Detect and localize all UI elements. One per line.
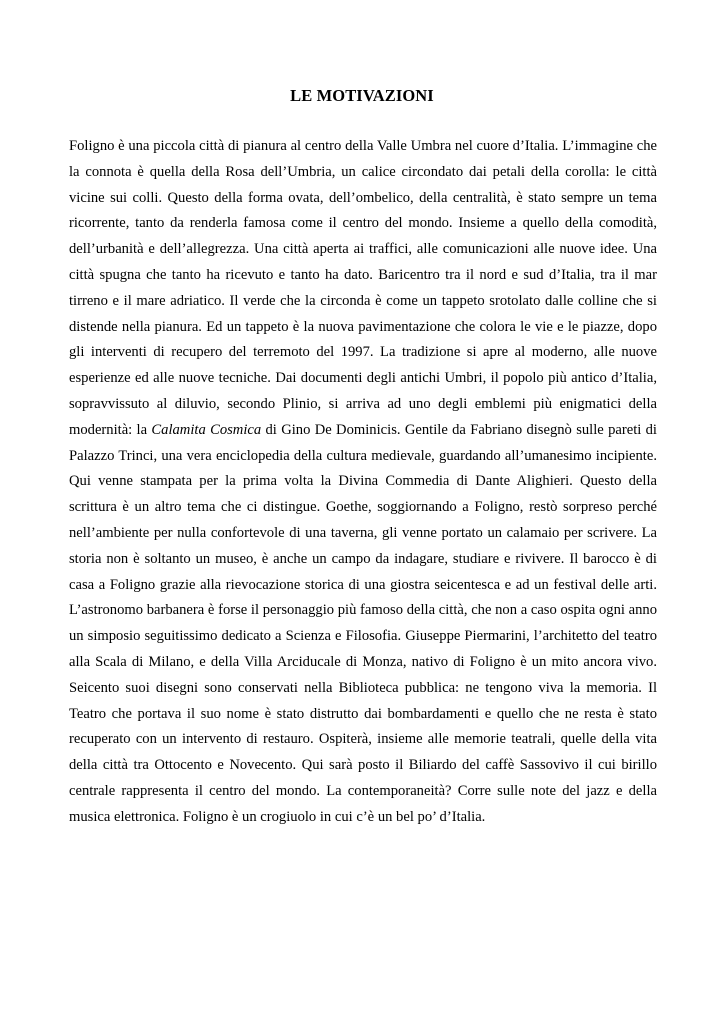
paragraph-text-part-1: Foligno è una piccola città di pianura al centro della Valle Umbra nel cuore d’Italia. L’immagine che la connota è quella della Rosa dell’Umbria, un calice circondato dai petali della corolla: le città vicine sui colli. Questo della forma ovata, dell’ombelico, della centralità, è stato sempre un tema ricorrente, tanto da renderla famosa come il centro del mondo. Insieme a quello della comodità, dell’urbanità e dell’allegrezza. Una città aperta ai traffici, alle comunicazioni alle nuove idee. Una città spugna che tanto ha ricevuto e tanto ha dato. Baricentro tra il nord e sud d’Italia, tra il mar tirreno e il mare adriatico. Il verde che la circonda è come un tappeto srotolato dalle colline che si distende nella pianura. Ed un tappeto è la nuova pavimentazione che colora le vie e le piazze, dopo gli interventi di recupero del terremoto del 1997. La tradizione si apre al moderno, alle nuove esperienze ed alle nuove tecniche. Dai documenti degli antichi Umbri, il popolo più antico d’Italia, sopravvissuto al diluvio, secondo Plinio, si arriva ad uno degli emblemi più enigmatici della modernità: la <box>69 138 657 438</box>
italic-artwork-title: Calamita Cosmica <box>151 421 262 438</box>
page-title: LE MOTIVAZIONI <box>290 86 434 105</box>
paragraph-text-part-2: di Gino De Dominicis. Gentile da Fabriano disegnò sulle pareti di Palazzo Trinci, una vera enciclopedia della cultura medievale, guardando all’umanesimo incipiente. Qui venne stampata per la prima volta la Divina Commedia di Dante Alighieri. Questo della scrittura è un altro tema che ci distingue. Goethe, soggiornando a Foligno, restò sorpreso perché nell’ambiente per nulla confortevole di una taverna, gli venne portato un calamaio per scrivere. La storia non è soltanto un museo, è anche un campo da indagare, studiare e rivivere. Il barocco è di casa a Foligno grazie alla rievocazione storica di una giostra seicentesca e ad un festival delle arti. L’astronomo barbanera è forse il personaggio più famoso della città, che non a caso ospita ogni anno un simposio seguitissimo dedicato a Scienza e Filosofia. Giuseppe Piermarini, l’architetto del teatro alla Scala di Milano, e della Villa Arciducale di Monza, nativo di Foligno è un mito ancora vivo. Seicento suoi disegni sono conservati nella Biblioteca pubblica: ne tengono viva la memoria. Il Teatro che portava il suo nome è stato distrutto dai bombardamenti e quello che ne resta è stato recuperato con un intervento di restauro. Ospiterà, insieme alle memorie teatrali, quelle della vita della città tra Ottocento e Novecento. Qui sarà posto il Biliardo del caffè Sassovivo il cui birillo centrale rappresenta il centro del mondo. La contemporaneità? Corre sulle note del jazz e della musica elettronica. Foligno è un crogiuolo in cui c’è un bel po’ d’Italia. <box>69 421 657 825</box>
body-paragraph <box>69 134 657 831</box>
